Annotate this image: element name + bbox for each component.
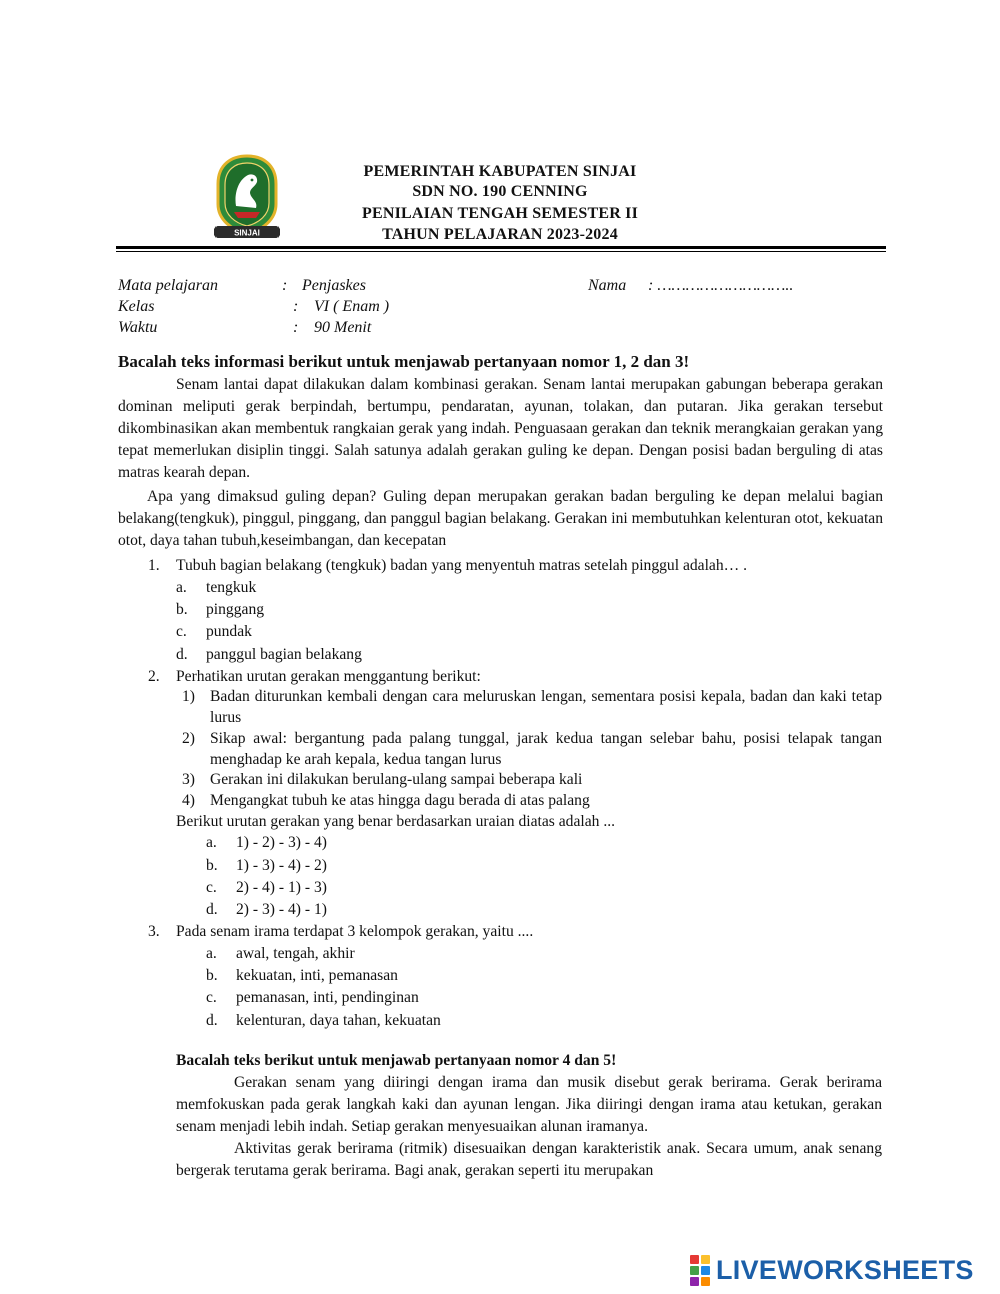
section1-heading: Bacalah teks informasi berikut untuk menjawab pertanyaan nomor 1, 2 dan 3! — [118, 352, 690, 371]
q2-step-4: Mengangkat tubuh ke atas hingga dagu berada di atas palang — [210, 792, 590, 809]
option-label[interactable]: b. — [206, 857, 218, 874]
step-label: 3) — [182, 771, 195, 788]
name-field[interactable]: : ……………………….. — [648, 277, 794, 294]
subject-label: Mata pelajaran — [118, 277, 218, 294]
option-label[interactable]: d. — [176, 646, 188, 663]
header-year: TAHUN PELAJARAN 2023-2024 — [382, 226, 618, 243]
q1-option-c[interactable]: pundak — [206, 623, 252, 640]
q2-step-1: Badan diturunkan kembali dengan cara meluruskan lengan, sementara posisi kepala, badan dan kaki tetap lurus — [210, 688, 882, 726]
header-school: SDN NO. 190 CENNING — [412, 183, 588, 200]
header-divider-thick — [116, 246, 886, 249]
grid-cell — [701, 1277, 710, 1286]
step-label: 4) — [182, 792, 195, 809]
option-label[interactable]: c. — [176, 623, 187, 640]
step-label: 1) — [182, 688, 195, 705]
grid-cell — [690, 1277, 699, 1286]
q1-option-a[interactable]: tengkuk — [206, 579, 257, 596]
q3-option-d[interactable]: kelenturan, daya tahan, kekuatan — [236, 1012, 441, 1029]
q3-option-b[interactable]: kekuatan, inti, pemanasan — [236, 967, 398, 984]
option-label[interactable]: a. — [176, 579, 187, 596]
option-label[interactable]: c. — [206, 989, 217, 1006]
q2-step-3: Gerakan ini dilakukan berulang-ulang sampai beberapa kali — [210, 771, 583, 788]
class-value: VI ( Enam ) — [314, 298, 390, 315]
q1-option-b[interactable]: pinggang — [206, 601, 265, 618]
grid-cell — [701, 1266, 710, 1275]
q2-option-a[interactable]: 1) - 2) - 3) - 4) — [236, 834, 327, 851]
question-1-text: Tubuh bagian belakang (tengkuk) badan yang menyentuh matras setelah pinggul adalah… . — [176, 557, 748, 574]
grid-cell — [701, 1255, 710, 1264]
time-value: 90 Menit — [314, 319, 372, 336]
step-label: 2) — [182, 730, 195, 747]
option-label[interactable]: d. — [206, 901, 218, 918]
name-label: Nama — [588, 277, 627, 294]
q3-option-c[interactable]: pemanasan, inti, pendinginan — [236, 989, 419, 1006]
liveworksheets-grid-icon — [690, 1255, 710, 1286]
time-label: Waktu — [118, 319, 158, 336]
subject-value: Penjaskes — [302, 277, 366, 294]
q3-option-a[interactable]: awal, tengah, akhir — [236, 945, 355, 962]
grid-cell — [690, 1255, 699, 1264]
option-label[interactable]: b. — [206, 967, 218, 984]
liveworksheets-footer[interactable] — [690, 1254, 974, 1286]
liveworksheets-brand: LIVEWORKSHEETS — [716, 1254, 974, 1285]
option-label[interactable]: a. — [206, 945, 217, 962]
section2-paragraph-2: Aktivitas gerak berirama (ritmik) disesuaikan dengan karakteristik anak. Secara umum, anak senang bergerak terutama gerak berirama. Bagi anak, gerakan seperti itu merupakan — [176, 1140, 882, 1179]
q2-prompt: Berikut urutan gerakan yang benar berdasarkan uraian diatas adalah ... — [176, 813, 616, 830]
header-divider-thin — [116, 251, 886, 252]
logo-banner-text: SINJAI — [234, 228, 260, 238]
class-separator: : — [293, 298, 299, 315]
option-label[interactable]: c. — [206, 879, 217, 896]
q1-option-d[interactable]: panggul bagian belakang — [206, 646, 362, 663]
question-3-text: Pada senam irama terdapat 3 kelompok gerakan, yaitu .... — [176, 923, 534, 940]
section1-paragraph-1: Senam lantai dapat dilakukan dalam kombinasi gerakan. Senam lantai merupakan gabungan beberapa gerakan dominan meliputi gerak berpindah, bertumpu, pendaratan, ayunan, tolakan, dan putaran. Jika gerakan tersebut dikombinasikan akan membentuk rangkaian gerak yang indah. Penguasaan gerakan dan teknik merangkaian gerakan yang tepat memerlukan disiplin tinggi. Salah satunya adalah gerakan guling ke depan. Dengan posisi badan berguling di atas matras kearah depan. — [118, 376, 883, 481]
question-2-number: 2. — [148, 668, 160, 685]
q2-step-2: Sikap awal: bergantung pada palang tunggal, jarak kedua tangan selebar bahu, posisi telapak tangan menghadap ke arah kepala, kedua tangan lurus — [210, 730, 882, 768]
option-label[interactable]: a. — [206, 834, 217, 851]
header-exam: PENILAIAN TENGAH SEMESTER II — [361, 205, 639, 222]
section1-paragraph-2: Apa yang dimaksud guling depan? Guling depan merupakan gerakan badan berguling ke depan melalui bagian belakang(tengkuk), pinggul, pinggang, dan panggul bagian belakang. Gerakan ini membutuhkan kelenturan otot, kekuatan otot, daya tahan tubuh,keseimbangan, dan kecepatan — [118, 488, 883, 549]
header-government: PEMERINTAH KABUPATEN SINJAI — [363, 163, 637, 180]
q2-option-c[interactable]: 2) - 4) - 1) - 3) — [236, 879, 327, 896]
sinjai-regency-logo — [214, 154, 280, 242]
subject-separator: : — [282, 277, 288, 294]
section2-heading: Bacalah teks berikut untuk menjawab pertanyaan nomor 4 dan 5! — [176, 1052, 617, 1069]
option-label[interactable]: b. — [176, 601, 188, 618]
option-label[interactable]: d. — [206, 1012, 218, 1029]
q2-option-d[interactable]: 2) - 3) - 4) - 1) — [236, 901, 327, 918]
class-label: Kelas — [118, 298, 155, 315]
grid-cell — [690, 1266, 699, 1275]
question-2-text: Perhatikan urutan gerakan menggantung berikut: — [176, 668, 481, 685]
time-separator: : — [293, 319, 299, 336]
section2-paragraph-1: Gerakan senam yang diiringi dengan irama dan musik disebut gerak berirama. Gerak berirama memfokuskan pada gerak langkah kaki dan ayunan lengan. Jika diiringi dengan irama atau ketukan, gerakan senam menjadi lebih indah. Setiap gerakan menyesuaikan alunan iramanya. — [176, 1074, 882, 1135]
question-3-number: 3. — [148, 923, 160, 940]
q2-option-b[interactable]: 1) - 3) - 4) - 2) — [236, 857, 327, 874]
question-1-number: 1. — [148, 557, 160, 574]
